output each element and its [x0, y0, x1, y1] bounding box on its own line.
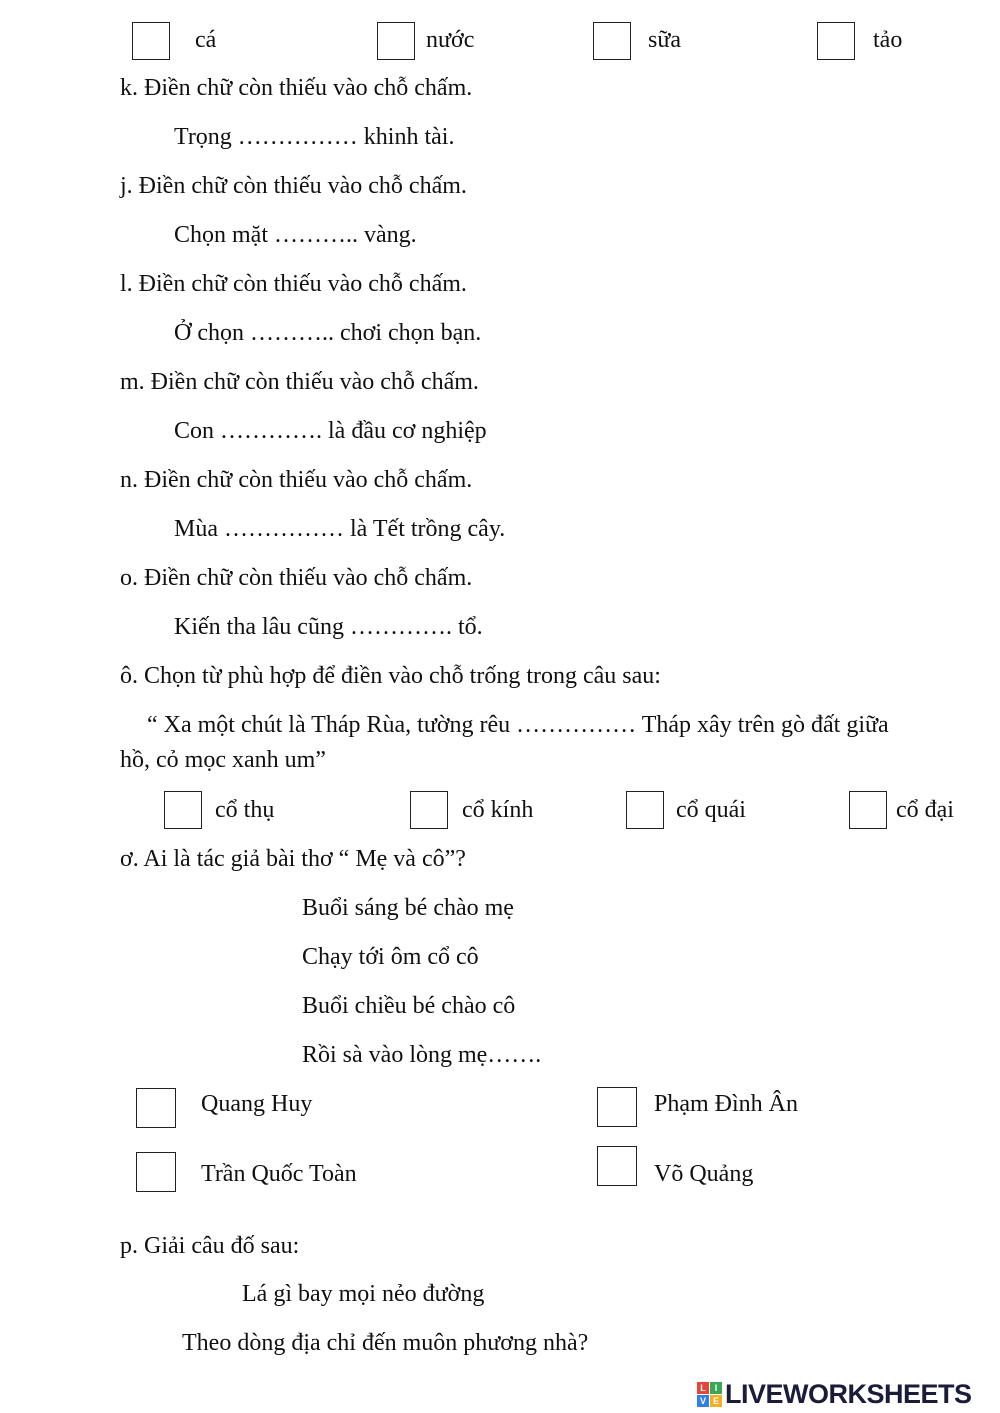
- question-n-sentence: Mùa …………… là Tết trồng cây.: [174, 516, 506, 542]
- option-label-nuoc: nước: [426, 27, 475, 53]
- checkbox-option-co-dai[interactable]: [849, 791, 887, 829]
- question-l-prompt: l. Điền chữ còn thiếu vào chỗ chấm.: [120, 271, 467, 297]
- checkbox-option-ca[interactable]: [132, 22, 170, 60]
- question-j-prompt: j. Điền chữ còn thiếu vào chỗ chấm.: [120, 173, 467, 199]
- option-label-pham-dinh-an: Phạm Đình Ân: [654, 1091, 798, 1117]
- riddle-line-1: Lá gì bay mọi nẻo đường: [242, 1281, 485, 1307]
- checkbox-option-quang-huy[interactable]: [136, 1088, 176, 1128]
- question-k-prompt: k. Điền chữ còn thiếu vào chỗ chấm.: [120, 75, 473, 101]
- option-label-co-dai: cổ đại: [896, 797, 954, 823]
- poem-line-2: Chạy tới ôm cổ cô: [302, 944, 479, 970]
- checkbox-option-co-thu[interactable]: [164, 791, 202, 829]
- liveworksheets-logo: [697, 1379, 972, 1410]
- option-label-co-thu: cổ thụ: [215, 797, 275, 823]
- option-label-co-quai: cổ quái: [676, 797, 746, 823]
- question-o-hat-passage-line2: hồ, cỏ mọc xanh um”: [120, 747, 326, 773]
- option-label-ca: cá: [195, 27, 217, 53]
- question-o-horn-prompt: ơ. Ai là tác giả bài thơ “ Mẹ và cô”?: [120, 846, 466, 872]
- question-p-prompt: p. Giải câu đố sau:: [120, 1233, 300, 1259]
- option-label-co-kinh: cổ kính: [462, 797, 534, 823]
- checkbox-option-tao[interactable]: [817, 22, 855, 60]
- poem-line-4: Rồi sà vào lòng mẹ…….: [302, 1042, 542, 1068]
- riddle-line-2: Theo dòng địa chỉ đến muôn phương nhà?: [182, 1330, 589, 1356]
- question-o-prompt: o. Điền chữ còn thiếu vào chỗ chấm.: [120, 565, 473, 591]
- option-label-sua: sữa: [648, 27, 681, 53]
- logo-text: LIVEWORKSHEETS: [725, 1379, 972, 1409]
- option-label-vo-quang: Võ Quảng: [654, 1161, 754, 1187]
- checkbox-option-co-quai[interactable]: [626, 791, 664, 829]
- liveworksheets-logo-icon: [697, 1382, 722, 1407]
- question-k-sentence: Trọng …………… khinh tài.: [174, 124, 455, 150]
- logo-mark-e: E: [710, 1395, 722, 1407]
- checkbox-option-tran-quoc-toan[interactable]: [136, 1152, 176, 1192]
- question-n-prompt: n. Điền chữ còn thiếu vào chỗ chấm.: [120, 467, 473, 493]
- question-m-sentence: Con …………. là đầu cơ nghiệp: [174, 418, 487, 444]
- question-j-sentence: Chọn mặt ……….. vàng.: [174, 222, 417, 248]
- checkbox-option-sua[interactable]: [593, 22, 631, 60]
- question-m-prompt: m. Điền chữ còn thiếu vào chỗ chấm.: [120, 369, 479, 395]
- question-l-sentence: Ở chọn ……….. chơi chọn bạn.: [174, 320, 482, 346]
- option-label-quang-huy: Quang Huy: [201, 1091, 313, 1117]
- logo-mark-l: L: [697, 1382, 709, 1394]
- question-o-hat-passage-line1: “ Xa một chút là Tháp Rùa, tường rêu …………… Tháp xây trên gò đất giữa: [147, 712, 889, 738]
- option-label-tran-quoc-toan: Trần Quốc Toàn: [201, 1161, 357, 1187]
- logo-mark-i: I: [710, 1382, 722, 1394]
- checkbox-option-pham-dinh-an[interactable]: [597, 1087, 637, 1127]
- option-label-tao: tảo: [873, 27, 903, 53]
- logo-mark-v: V: [697, 1395, 709, 1407]
- checkbox-option-co-kinh[interactable]: [410, 791, 448, 829]
- poem-line-3: Buổi chiều bé chào cô: [302, 993, 516, 1019]
- checkbox-option-vo-quang[interactable]: [597, 1146, 637, 1186]
- question-o-sentence: Kiến tha lâu cũng …………. tổ.: [174, 614, 483, 640]
- question-o-hat-prompt: ô. Chọn từ phù hợp để điền vào chỗ trống trong câu sau:: [120, 663, 661, 689]
- poem-line-1: Buổi sáng bé chào mẹ: [302, 895, 514, 921]
- checkbox-option-nuoc[interactable]: [377, 22, 415, 60]
